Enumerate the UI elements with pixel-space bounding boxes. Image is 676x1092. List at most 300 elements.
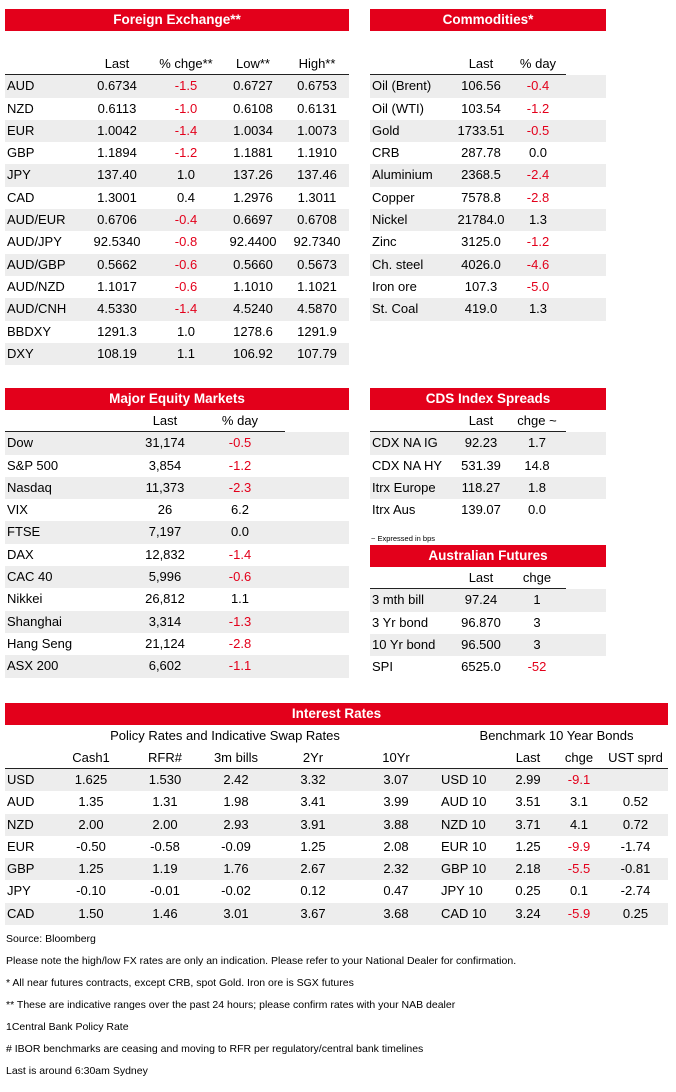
table-cell: 0.52: [622, 794, 649, 810]
column-header: Last: [152, 413, 178, 428]
table-cell: 2368.5: [461, 167, 501, 183]
table-cell: 3.32: [300, 772, 326, 787]
table-cell: -2.74: [620, 883, 651, 899]
table-row: [5, 903, 668, 925]
table-row: [370, 142, 606, 164]
table-cell: 26: [157, 502, 173, 518]
row-label: CAD: [7, 905, 35, 921]
table-cell: 531.39: [461, 457, 501, 473]
row-label: St. Coal: [372, 301, 419, 317]
table-cell: 3.99: [383, 794, 409, 810]
table-cell: 6.2: [230, 502, 250, 518]
table-row: [370, 298, 606, 320]
table-cell: -0.58: [150, 838, 180, 854]
table-cell: 103.54: [461, 100, 501, 116]
row-label: NZD: [7, 816, 34, 832]
row-label: Oil (WTI): [372, 100, 424, 116]
futures-title: Australian Futures: [370, 545, 606, 567]
column-header: Last: [468, 570, 494, 585]
table-cell: 1.1021: [297, 278, 337, 294]
column-header: [5, 53, 83, 74]
table-cell: 137.46: [297, 167, 337, 183]
row-label: VIX: [7, 502, 28, 518]
table-row: [370, 455, 606, 477]
table-header: [5, 747, 668, 769]
table-header: [370, 410, 566, 432]
row-label: AUD/GBP: [7, 256, 66, 272]
equity-panel: [5, 388, 349, 678]
table-row: [5, 187, 349, 209]
row-label: JPY 10: [441, 883, 483, 899]
table-row: [5, 75, 349, 97]
table-cell: 1.530: [148, 772, 182, 787]
cds-title: CDS Index Spreads: [370, 388, 606, 410]
table-cell: 5,996: [148, 569, 182, 585]
row-label: EUR 10: [441, 838, 487, 854]
table-row: [5, 254, 349, 276]
table-cell: 1.25: [515, 838, 541, 854]
row-label: EUR: [7, 838, 35, 854]
table-cell: 1.19: [152, 861, 178, 877]
table-cell: 92.5340: [93, 234, 141, 250]
table-row: [5, 343, 349, 365]
table-cell: 6,602: [148, 658, 182, 674]
table-cell: 7578.8: [461, 189, 501, 205]
table-cell: 1.1: [230, 591, 250, 607]
table-cell: 1.98: [223, 794, 249, 810]
table-cell: 1.1010: [233, 278, 273, 294]
table-cell: 0.6131: [297, 100, 337, 116]
table-cell: -0.81: [620, 861, 651, 877]
table-cell: 419.0: [464, 301, 498, 317]
table-cell: 1291.9: [297, 323, 337, 339]
table-cell: -0.8: [174, 234, 198, 250]
table-cell: 92.23: [464, 435, 498, 451]
row-label: AUD/EUR: [7, 212, 66, 228]
table-cell: -1.2: [228, 457, 252, 473]
fx-title: Foreign Exchange**: [5, 9, 349, 31]
table-cell: -1.1: [228, 658, 252, 674]
table-cell: 0.4: [176, 189, 196, 205]
table-row: [5, 120, 349, 142]
row-label: GBP 10: [441, 861, 487, 877]
table-cell: 0.5662: [97, 256, 137, 272]
table-cell: 107.79: [297, 345, 337, 361]
table-cell: -5.9: [567, 905, 591, 921]
table-cell: 0.0: [528, 145, 548, 161]
table-cell: 3.68: [383, 905, 409, 921]
table-row: [370, 75, 606, 97]
table-cell: -1.5: [174, 78, 198, 94]
table-row: [5, 298, 349, 320]
table-cell: 31,174: [145, 435, 185, 451]
row-label: EUR: [7, 122, 35, 138]
column-header: 3m bills: [213, 750, 259, 765]
table-cell: 3.88: [383, 816, 409, 832]
column-header: 10Yr: [382, 750, 410, 765]
rates-title: Interest Rates: [5, 703, 668, 725]
table-cell: 96.870: [461, 614, 501, 630]
row-label: NZD: [7, 100, 34, 116]
table-cell: 3.51: [515, 794, 541, 810]
table-cell: 2.08: [383, 838, 409, 854]
table-row: [5, 566, 349, 588]
table-cell: 1.3001: [97, 189, 137, 205]
table-cell: 107.3: [464, 278, 498, 294]
footnote: ** These are indicative ranges over the past 24 hours; please confirm rates with your NAB dealer: [6, 999, 456, 1011]
table-cell: -0.4: [526, 78, 550, 94]
cds-table: [370, 410, 606, 521]
table-cell: 2.32: [383, 861, 409, 877]
column-header: % day: [221, 413, 259, 428]
row-label: DXY: [7, 345, 34, 361]
table-cell: 0.6108: [233, 100, 273, 116]
row-label: AUD/JPY: [7, 234, 62, 250]
column-header: Last: [468, 413, 494, 428]
table-cell: 97.24: [464, 592, 498, 608]
table-row: [5, 858, 668, 880]
table-row: [5, 814, 668, 836]
cds-note: ~ Expressed in bps: [371, 534, 435, 543]
row-label: AUD: [7, 78, 35, 94]
row-label: JPY: [7, 167, 31, 183]
table-cell: -52: [527, 659, 547, 675]
table-header: [5, 53, 349, 75]
row-label: CAD 10: [441, 905, 487, 921]
row-label: Oil (Brent): [372, 78, 432, 94]
table-row: [370, 254, 606, 276]
table-cell: -1.4: [228, 546, 252, 562]
table-cell: 26,812: [145, 591, 185, 607]
table-cell: 1.3: [528, 301, 548, 317]
table-row: [5, 209, 349, 231]
table-cell: 0.6113: [97, 100, 137, 116]
table-cell: -2.4: [526, 167, 550, 183]
table-row: [5, 499, 349, 521]
row-label: AUD 10: [441, 794, 487, 810]
table-cell: 1291.3: [97, 323, 137, 339]
column-header: 2Yr: [302, 750, 324, 765]
column-header: [5, 747, 51, 768]
row-label: Nikkei: [7, 591, 43, 607]
table-row: [370, 612, 606, 634]
table-cell: 1.3011: [297, 189, 337, 205]
table-cell: 4.1: [569, 816, 589, 832]
table-cell: 0.5673: [297, 256, 337, 272]
table-cell: 3: [533, 636, 541, 652]
table-row: [370, 164, 606, 186]
table-cell: -1.2: [526, 234, 550, 250]
table-cell: 1.0034: [233, 122, 273, 138]
row-label: CDX NA IG: [372, 435, 438, 451]
table-row: [370, 499, 606, 521]
fx-panel: [5, 9, 349, 365]
table-cell: 1.25: [78, 861, 104, 877]
footnote: Source: Bloomberg: [6, 933, 96, 945]
fx-table: [5, 53, 349, 365]
table-cell: -1.4: [174, 301, 198, 317]
row-label: Shanghai: [7, 613, 62, 629]
table-row: [5, 655, 349, 677]
table-cell: 3.71: [515, 816, 541, 832]
table-cell: -0.10: [76, 883, 106, 899]
table-cell: 3.1: [569, 794, 589, 810]
table-header: [370, 53, 566, 75]
table-cell: 12,832: [145, 546, 185, 562]
table-cell: -0.01: [150, 883, 180, 899]
row-label: DAX: [7, 546, 34, 562]
column-header: chge: [564, 750, 594, 765]
row-label: Nasdaq: [7, 479, 52, 495]
table-row: [370, 231, 606, 253]
policy-rates-title: Policy Rates and Indicative Swap Rates: [110, 728, 340, 743]
footnote: Last is around 6:30am Sydney: [6, 1065, 148, 1077]
rates-table: [5, 747, 668, 925]
table-cell: 0.6734: [97, 78, 137, 94]
row-label: 3 Yr bond: [372, 614, 429, 630]
table-header: [370, 567, 566, 589]
table-cell: 21,124: [145, 635, 185, 651]
table-cell: 4026.0: [461, 256, 501, 272]
table-cell: 92.4400: [229, 234, 277, 250]
table-cell: 1733.51: [457, 122, 505, 138]
cds-panel: [370, 388, 606, 521]
table-cell: 0.6708: [297, 212, 337, 228]
row-label: Hang Seng: [7, 635, 73, 651]
table-cell: 0.72: [622, 816, 649, 832]
table-cell: -1.4: [174, 122, 198, 138]
table-cell: 0.25: [622, 905, 649, 921]
table-cell: 3,854: [148, 457, 182, 473]
table-cell: -1.2: [174, 145, 198, 161]
table-cell: 96.500: [461, 636, 501, 652]
table-row: [370, 589, 606, 611]
table-cell: 106.92: [233, 345, 273, 361]
table-cell: 118.27: [461, 479, 501, 495]
table-cell: 1.7: [527, 435, 547, 451]
table-cell: 3: [533, 614, 541, 630]
table-cell: 137.26: [233, 167, 273, 183]
footnote: * All near futures contracts, except CRB, spot Gold. Iron ore is SGX futures: [6, 977, 354, 989]
equity-title: Major Equity Markets: [5, 388, 349, 410]
row-label: Gold: [372, 122, 400, 138]
table-cell: 0.6727: [233, 78, 273, 94]
table-cell: 3.91: [300, 816, 326, 832]
table-cell: 0.6706: [97, 212, 137, 228]
table-cell: 0.0: [527, 502, 547, 518]
table-cell: -0.4: [174, 212, 198, 228]
table-row: [5, 611, 349, 633]
column-header: UST sprd: [608, 750, 663, 765]
column-header: [370, 53, 452, 74]
table-cell: -9.1: [567, 772, 591, 787]
table-row: [370, 98, 606, 120]
table-cell: 1.50: [78, 905, 104, 921]
row-label: 10 Yr bond: [372, 636, 436, 652]
table-row: [370, 276, 606, 298]
table-cell: 137.40: [97, 167, 137, 183]
row-label: GBP: [7, 145, 35, 161]
row-label: NZD 10: [441, 816, 486, 832]
table-header: [5, 410, 285, 432]
row-label: Dow: [7, 435, 34, 451]
table-cell: -5.0: [526, 278, 550, 294]
table-cell: 1.1910: [297, 145, 337, 161]
table-cell: 3.24: [515, 905, 541, 921]
table-row: [5, 98, 349, 120]
table-row: [370, 477, 606, 499]
row-label: CRB: [372, 145, 400, 161]
futures-table: [370, 567, 606, 678]
row-label: Iron ore: [372, 278, 417, 294]
row-label: CAD: [7, 189, 35, 205]
equity-table: [5, 410, 349, 678]
table-cell: 2.99: [515, 772, 541, 787]
footnote: # IBOR benchmarks are ceasing and moving to RFR per regulatory/central bank timelines: [6, 1043, 424, 1055]
table-cell: 2.18: [515, 861, 541, 877]
row-label: BBDXY: [7, 323, 52, 339]
column-header: High**: [298, 56, 336, 71]
table-cell: 7,197: [148, 524, 182, 540]
table-cell: 4.5870: [297, 301, 337, 317]
commodities-table: [370, 53, 606, 321]
column-header: RFR#: [148, 750, 182, 765]
row-label: Zinc: [372, 234, 397, 250]
table-cell: 139.07: [461, 502, 501, 518]
table-cell: 92.7340: [293, 234, 341, 250]
rates-panel: [5, 703, 668, 925]
row-label: USD: [7, 772, 35, 787]
table-row: [5, 321, 349, 343]
table-cell: 1.0042: [97, 122, 137, 138]
table-row: [5, 477, 349, 499]
table-cell: 1.1: [176, 345, 196, 361]
footnote: Please note the high/low FX rates are only an indication. Please refer to your National Dealer for confirmation.: [6, 955, 517, 967]
table-row: [370, 120, 606, 142]
table-cell: -2.8: [228, 635, 252, 651]
table-cell: 6525.0: [461, 659, 501, 675]
column-header: [5, 410, 135, 431]
column-header: [370, 567, 454, 588]
bench-bonds-title: Benchmark 10 Year Bonds: [479, 728, 634, 743]
table-cell: 1.46: [152, 905, 178, 921]
row-label: Nickel: [372, 212, 408, 228]
table-row: [5, 164, 349, 186]
table-row: [370, 209, 606, 231]
table-cell: 21784.0: [457, 212, 505, 228]
table-cell: 11,373: [145, 479, 185, 495]
table-cell: 1.25: [300, 838, 326, 854]
table-cell: 1.1881: [233, 145, 273, 161]
row-label: Copper: [372, 189, 415, 205]
row-label: AUD: [7, 794, 35, 810]
table-row: [5, 142, 349, 164]
table-cell: 14.8: [524, 457, 550, 473]
row-label: Itrx Europe: [372, 479, 436, 495]
table-cell: 1.31: [152, 794, 178, 810]
table-row: [5, 276, 349, 298]
table-cell: -0.6: [174, 278, 198, 294]
table-cell: 106.56: [461, 78, 501, 94]
row-label: AUD/NZD: [7, 278, 65, 294]
table-cell: 0.1: [569, 883, 589, 899]
table-cell: -0.5: [228, 435, 252, 451]
table-cell: 2.67: [300, 861, 326, 877]
table-cell: -9.9: [567, 838, 591, 854]
row-label: 3 mth bill: [372, 592, 425, 608]
table-cell: 1.76: [223, 861, 249, 877]
table-cell: 1: [533, 592, 541, 608]
table-cell: -4.6: [526, 256, 550, 272]
table-cell: 1.0: [176, 323, 196, 339]
row-label: ASX 200: [7, 658, 59, 674]
table-row: [370, 432, 606, 454]
table-cell: 0.6697: [233, 212, 273, 228]
table-row: [5, 231, 349, 253]
table-row: [5, 544, 349, 566]
table-cell: 0.0: [230, 524, 250, 540]
table-row: [5, 633, 349, 655]
table-cell: -0.50: [76, 838, 106, 854]
column-header: chge ~: [517, 413, 557, 428]
row-label: Aluminium: [372, 167, 433, 183]
table-row: [5, 455, 349, 477]
table-row: [5, 880, 668, 902]
table-cell: -1.3: [228, 613, 252, 629]
table-cell: 2.00: [152, 816, 178, 832]
table-cell: 1.0: [176, 167, 196, 183]
table-cell: -2.3: [228, 479, 252, 495]
row-label: S&P 500: [7, 457, 59, 473]
table-cell: 3125.0: [461, 234, 501, 250]
table-cell: -0.5: [526, 122, 550, 138]
table-cell: 1.0073: [297, 122, 337, 138]
column-header: [439, 747, 501, 768]
table-row: [370, 187, 606, 209]
footnote: 1Central Bank Policy Rate: [6, 1021, 129, 1033]
table-cell: 2.00: [78, 816, 104, 832]
column-header: [370, 410, 454, 431]
column-header: Cash1: [72, 750, 110, 765]
row-label: GBP: [7, 861, 35, 877]
table-cell: 1.35: [78, 794, 104, 810]
table-row: [5, 521, 349, 543]
table-cell: 1.625: [74, 772, 108, 787]
table-cell: -0.6: [228, 569, 252, 585]
row-label: FTSE: [7, 524, 41, 540]
table-row: [370, 634, 606, 656]
table-cell: -1.0: [174, 100, 198, 116]
table-cell: -1.74: [620, 838, 651, 854]
table-cell: [603, 769, 668, 791]
row-label: JPY: [7, 883, 31, 899]
column-header: chge: [522, 570, 552, 585]
column-header: % chge**: [159, 56, 213, 71]
column-header: Last: [104, 56, 130, 71]
commodities-title: Commodities*: [370, 9, 606, 31]
column-header: Low**: [236, 56, 270, 71]
table-row: [5, 588, 349, 610]
row-label: CDX NA HY: [372, 457, 443, 473]
row-label: SPI: [372, 659, 393, 675]
row-label: Ch. steel: [372, 256, 424, 272]
table-cell: 287.78: [461, 145, 501, 161]
rates-subheader: [5, 725, 668, 747]
row-label: CAC 40: [7, 569, 53, 585]
futures-panel: [370, 545, 606, 678]
table-cell: 0.5660: [233, 256, 273, 272]
column-header: % day: [519, 56, 557, 71]
